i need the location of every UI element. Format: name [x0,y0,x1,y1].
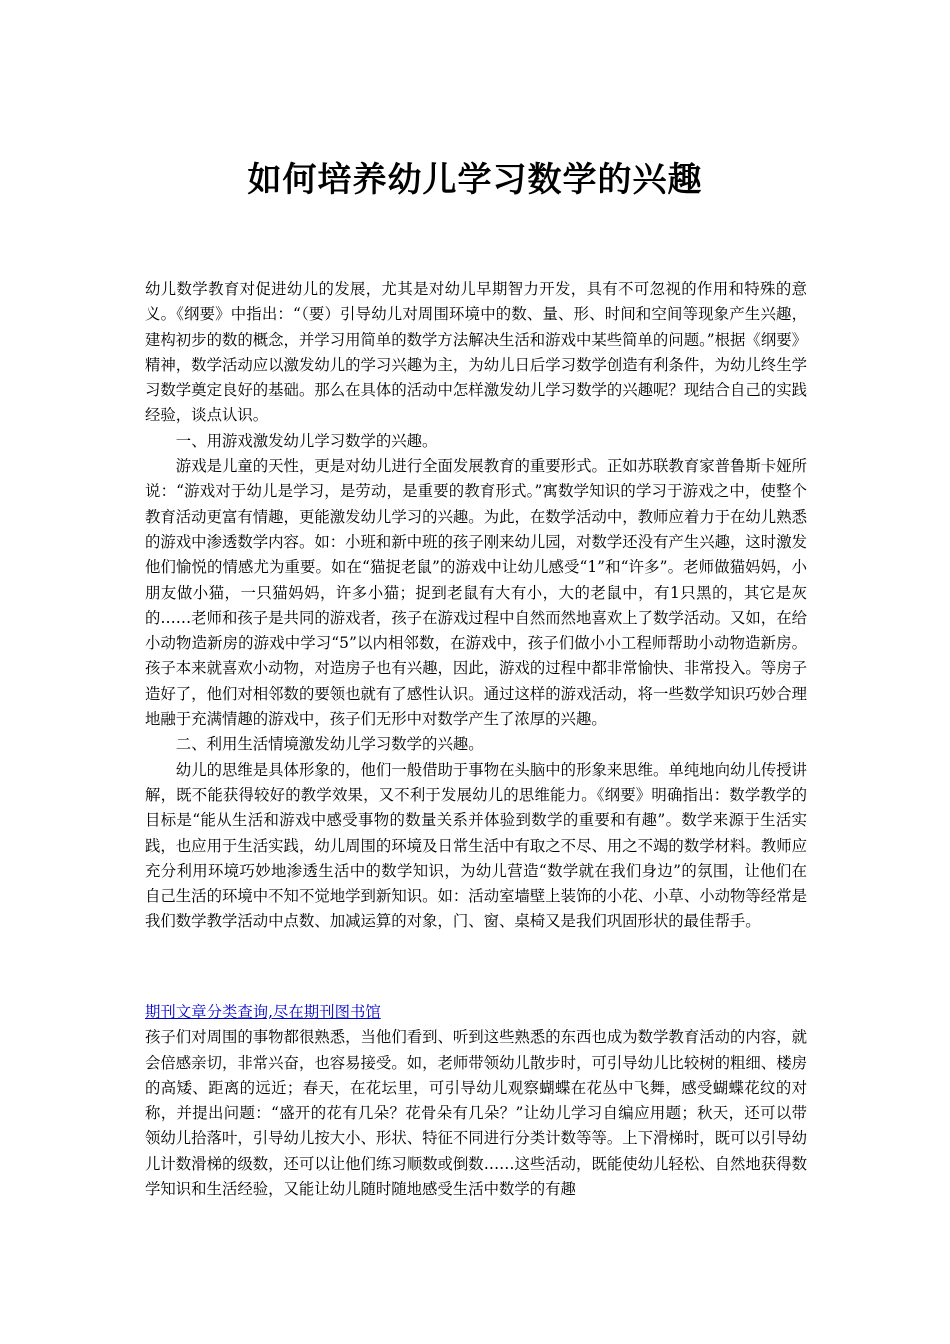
section-paragraph-1: 游戏是儿童的天性，更是对幼儿进行全面发展教育的重要形式。正如苏联教育家普鲁斯卡娅所说：“游戏对于幼儿是学习，是劳动，是重要的教育形式。”寓数学知识的学习于游戏之中，使整个教育活动更富有情趣，更能激发幼儿学习的兴趣。为此，在数学活动中，教师应着力于在幼儿熟悉的游戏中渗透数学内容。如：小班和新中班的孩子刚来幼儿园，对数学还没有产生兴趣，这时激发他们愉悦的情感尤为重要。如在“猫捉老鼠”的游戏中让幼儿感受“1”和“许多”。老师做猫妈妈，小朋友做小猫，一只猫妈妈，许多小猫；捉到老鼠有大有小，大的老鼠中，有1只黑的，其它是灰的……老师和孩子是共同的游戏者，孩子在游戏过程中自然而然地喜欢上了数学活动。又如，在给小动物造新房的游戏中学习“5”以内相邻数，在游戏中，孩子们做小小工程师帮助小动物造新房。孩子本来就喜欢小动物，对造房子也有兴趣，因此，游戏的过程中都非常愉快、非常投入。等房子造好了，他们对相邻数的要领也就有了感性认识。通过这样的游戏活动，将一些数学知识巧妙合理地融于充满情趣的游戏中，孩子们无形中对数学产生了浓厚的兴趣。 [145,457,807,729]
document-title: 如何培养幼儿学习数学的兴趣 [247,160,703,200]
article-body [145,277,807,935]
article-continuation [145,1000,807,1202]
section-heading-1: 一、用游戏激发幼儿学习数学的兴趣。 [175,431,438,450]
intro-paragraph: 幼儿数学教育对促进幼儿的发展，尤其是对幼儿早期智力开发，具有不可忽视的作用和特殊的意义。《纲要》中指出：“（要）引导幼儿对周围环境中的数、量、形、时间和空间等现象产生兴趣，建构初步的数的概念，并学习用简单的数学方法解决生活和游戏中某些简单的问题。”根据《纲要》精神，数学活动应以激发幼儿的学习兴趣为主，为幼儿日后学习数学创造有利条件，为幼儿终生学习数学奠定良好的基础。那么在具体的活动中怎样激发幼儿学习数学的兴趣呢？现结合自己的实践经验，谈点认识。 [145,280,807,425]
journal-link[interactable]: 期刊文章分类查询,尽在期刊图书馆 [145,1003,381,1021]
section-heading-2: 二、利用生活情境激发幼儿学习数学的兴趣。 [175,735,484,754]
section-paragraph-2: 幼儿的思维是具体形象的，他们一般借助于事物在头脑中的形象来思维。单纯地向幼儿传授讲解，既不能获得较好的教学效果，又不利于发展幼儿的思维能力。《纲要》明确指出：数学教学的目标是“能从生活和游戏中感受事物的数量关系并体验到数学的重要和有趣”。数学来源于生活实践，也应用于生活实践，幼儿周围的环境及日常生活中有取之不尽、用之不竭的数学材料。教师应充分利用环境巧妙地渗透生活中的数学知识，为幼儿营造“数学就在我们身边”的氛围，让他们在自己生活的环境中不知不觉地学到新知识。如：活动室墙壁上装饰的小花、小草、小动物等经常是我们数学教学活动中点数、加减运算的对象，门、窗、桌椅又是我们巩固形状的最佳帮手。 [145,760,807,931]
continuation-paragraph: 孩子们对周围的事物都很熟悉，当他们看到、听到这些熟悉的东西也成为数学教育活动的内容，就会倍感亲切，非常兴奋，也容易接受。如，老师带领幼儿散步时，可引导幼儿比较树的粗细、楼房的高矮、距离的远近；春天，在花坛里，可引导幼儿观察蝴蝶在花丛中飞舞，感受蝴蝶花纹的对称，并提出问题：“盛开的花有几朵？花骨朵有几朵？”让幼儿学习自编应用题；秋天，还可以带领幼儿拾落叶，引导幼儿按大小、形状、特征不同进行分类计数等等。上下滑梯时，既可以引导幼儿计数滑梯的级数，还可以让他们练习顺数或倒数……这些活动，既能使幼儿轻松、自然地获得数学知识和生活经验，又能让幼儿随时随地感受生活中数学的有趣 [145,1028,807,1199]
